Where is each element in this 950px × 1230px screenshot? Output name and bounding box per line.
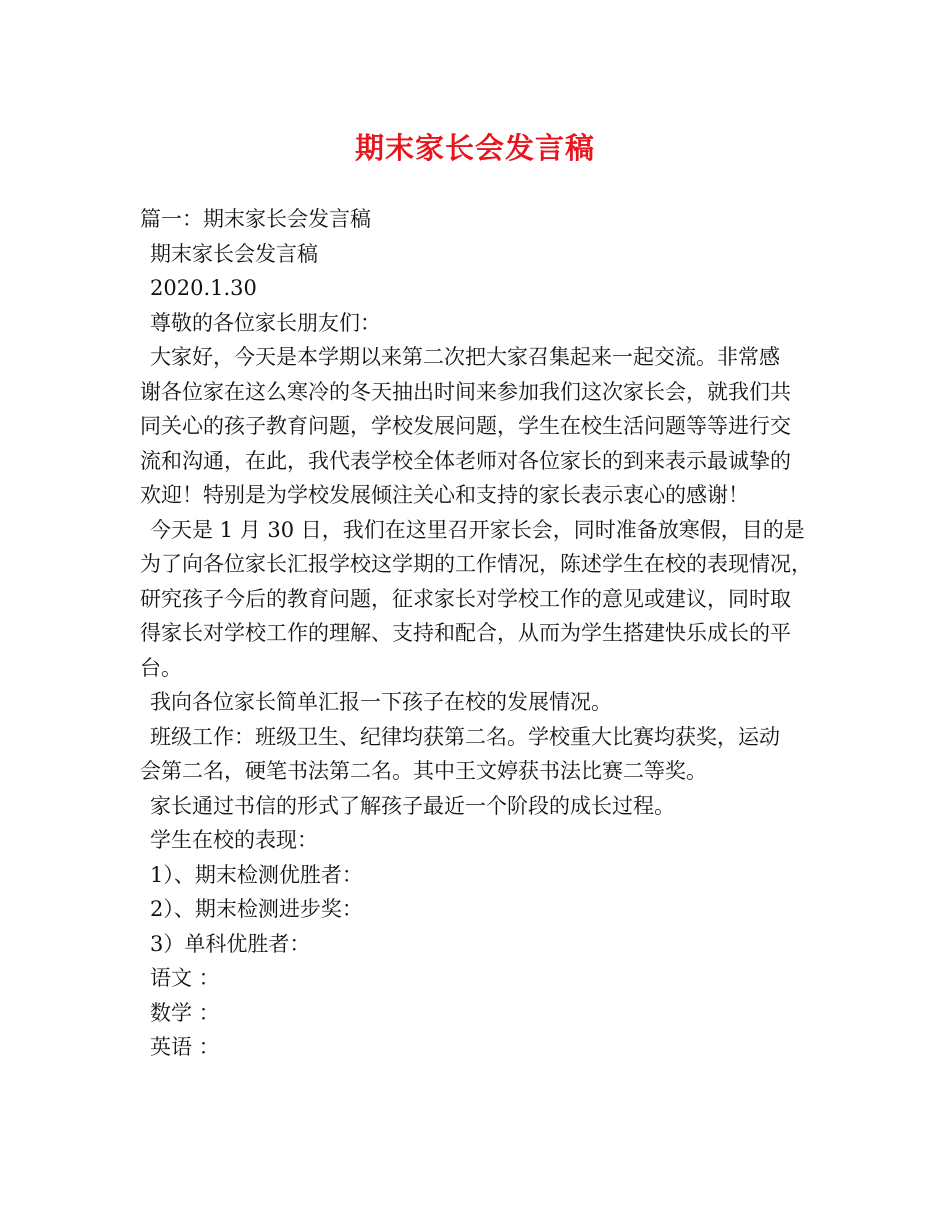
body-line: 2020.1.30 (150, 276, 257, 300)
body-line: 为了向各位家长汇报学校这学期的工作情况，陈述学生在校的表现情况， (140, 552, 812, 576)
body-line: 期末家长会发言稿 (150, 241, 318, 266)
body-line: 大家好，今天是本学期以来第二次把大家召集起来一起交流。非常感 (150, 345, 780, 369)
body-line: 研究孩子今后的教育问题，征求家长对学校工作的意见或建议，同时取 (140, 586, 791, 611)
body-line: 班级工作：班级卫生、纪律均获第二名。学校重大比赛均获奖，运动 (150, 724, 780, 749)
body-line: 数学 ： (150, 1000, 220, 1025)
body-line: 得家长对学校工作的理解、支持和配合，从而为学生搭建快乐成长的平 (140, 621, 791, 645)
body-line: 家长通过书信的形式了解孩子最近一个阶段的成长过程。 (150, 793, 675, 818)
body-line: 同关心的孩子教育问题，学校发展问题，学生在校生活问题等等进行交 (140, 414, 791, 438)
body-line: 篇一：期末家长会发言稿 (140, 207, 371, 231)
document-title: 期末家长会发言稿 (354, 131, 595, 165)
body-line: 会第二名，硬笔书法第二名。其中王文婷获书法比赛二等奖。 (140, 759, 707, 783)
body-line: 3）单科优胜者： (150, 931, 311, 956)
body-line: 尊敬的各位家长朋友们： (150, 310, 381, 335)
body-line: 台。 (140, 655, 182, 680)
body-line: 今天是 1 月 30 日，我们在这里召开家长会，同时准备放寒假，目的是 (150, 517, 805, 542)
body-line: 英语 ： (150, 1035, 220, 1059)
body-line: 语文 ： (150, 966, 220, 990)
body-line: 2）、期末检测进步奖： (150, 897, 363, 921)
body-line: 谢各位家在这么寒冷的冬天抽出时间来参加我们这次家长会，就我们共 (140, 379, 791, 404)
body-line: 学生在校的表现： (150, 828, 318, 852)
document-body (140, 202, 820, 1065)
body-line: 1）、期末检测优胜者： (150, 862, 363, 887)
body-line: 流和沟通，在此，我代表学校全体老师对各位家长的到来表示最诚挚的 (140, 448, 791, 473)
body-line: 欢迎！特别是为学校发展倾注关心和支持的家长表示衷心的感谢！ (140, 483, 749, 507)
body-line: 我向各位家长简单汇报一下孩子在校的发展情况。 (150, 690, 612, 714)
